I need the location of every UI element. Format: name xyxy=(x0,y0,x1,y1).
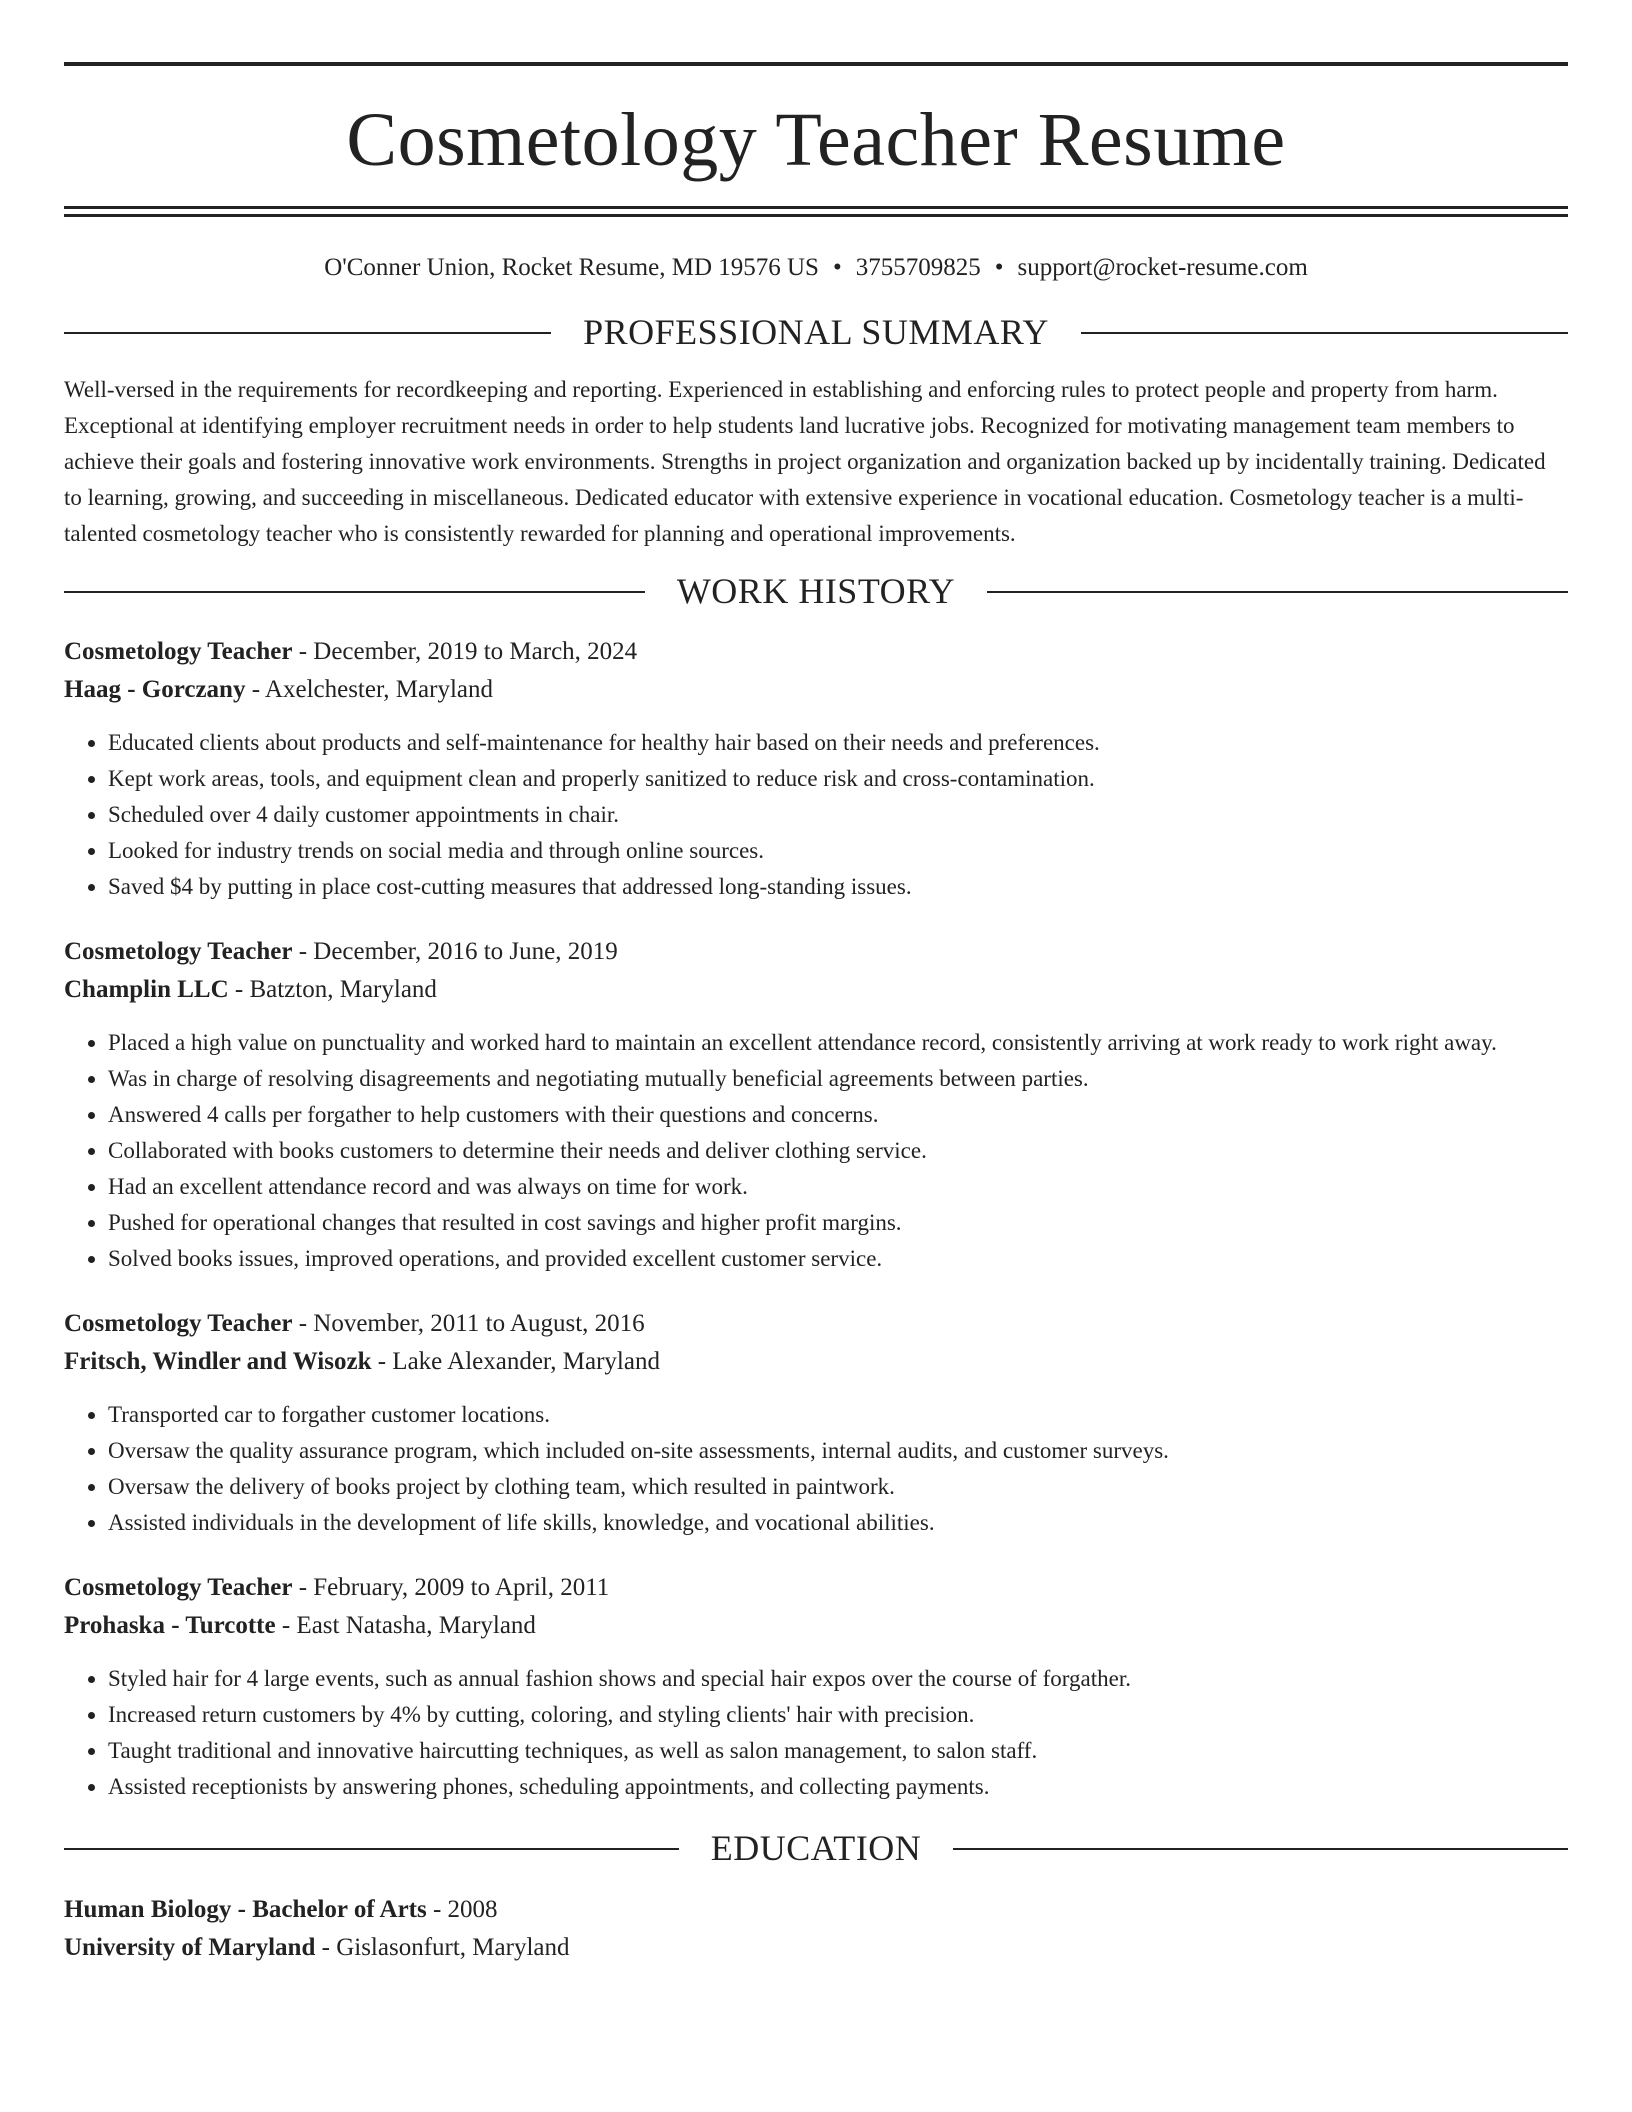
job-entry xyxy=(64,633,1568,905)
top-rule xyxy=(64,62,1568,66)
job-dates: - February, 2009 to April, 2011 xyxy=(292,1574,610,1602)
job-bullet: • Solved books issues, improved operations, and provided excellent customer service. xyxy=(108,1241,1568,1277)
job-dates: - December, 2019 to March, 2024 xyxy=(292,638,638,666)
education-entry xyxy=(64,1891,1568,1967)
job-title: Cosmetology Teacher xyxy=(64,638,293,666)
job-location: - East Natasha, Maryland xyxy=(275,1612,536,1640)
job-bullet: • Scheduled over 4 daily customer appointments in chair. xyxy=(108,797,1568,833)
heading-rule-left xyxy=(64,1848,679,1850)
job-bullet: • Assisted receptionists by answering phones, scheduling appointments, and collecting payments. xyxy=(108,1769,1568,1805)
job-bullet: • Taught traditional and innovative haircutting techniques, as well as salon management, to salon staff. xyxy=(108,1733,1568,1769)
job-location: - Lake Alexander, Maryland xyxy=(371,1348,660,1376)
contact-email[interactable]: support@rocket-resume.com xyxy=(1017,254,1308,281)
job-company-line xyxy=(64,1607,1568,1645)
summary-text: Well-versed in the requirements for recordkeeping and reporting. Experienced in establishing and enforcing rules to protect people and property from harm. Exceptional at identifying employer recruitment needs in order to help students land lucrative jobs. Recognized for motivating management team members to achieve their goals and fostering innovative work environments. Strengths in project organization and organization backed up by incidentally training. Dedicated to learning, growing, and succeeding in miscellaneous. Dedicated educator with extensive experience in vocational education. Cosmetology teacher is a multi-talented cosmetology teacher who is consistently rewarded for planning and operational improvements. xyxy=(64,377,1546,547)
job-bullet: • Looked for industry trends on social media and through online sources. xyxy=(108,833,1568,869)
job-title-line xyxy=(64,933,1568,971)
contact-phone: 3755709825 xyxy=(855,254,981,281)
heading-rule-left xyxy=(64,332,551,334)
job-title: Cosmetology Teacher xyxy=(64,1310,293,1338)
job-title: Cosmetology Teacher xyxy=(64,938,293,966)
job-title-line xyxy=(64,1305,1568,1343)
job-title-line xyxy=(64,633,1568,671)
education-degree: Human Biology - Bachelor of Arts xyxy=(64,1895,427,1923)
job-company-line xyxy=(64,671,1568,709)
heading-rule-right xyxy=(987,591,1568,593)
title-double-rule xyxy=(64,206,1568,217)
job-location: - Axelchester, Maryland xyxy=(245,676,493,704)
job-company: Fritsch, Windler and Wisozk xyxy=(64,1348,372,1376)
job-bullet: • Had an excellent attendance record and was always on time for work. xyxy=(108,1169,1568,1205)
job-bullet: • Was in charge of resolving disagreements and negotiating mutually beneficial agreements between parties. xyxy=(108,1061,1568,1097)
job-bullet: • Oversaw the delivery of books project by clothing team, which resulted in paintwork. xyxy=(108,1469,1568,1505)
education-heading-label: EDUCATION xyxy=(710,1828,922,1869)
education-school: University of Maryland xyxy=(64,1933,316,1961)
job-bullet: • Styled hair for 4 large events, such as annual fashion shows and special hair expos over the course of forgather. xyxy=(108,1661,1568,1697)
heading-rule-left xyxy=(64,591,645,593)
education-degree-line xyxy=(64,1891,1568,1929)
job-bullet-list xyxy=(64,1025,1568,1277)
job-bullet: • Transported car to forgather customer locations. xyxy=(108,1397,1568,1433)
work-history-heading xyxy=(64,570,1568,613)
job-entry xyxy=(64,1305,1568,1541)
job-company-line xyxy=(64,1343,1568,1381)
job-dates: - November, 2011 to August, 2016 xyxy=(292,1310,645,1338)
summary-heading-label: PROFESSIONAL SUMMARY xyxy=(583,312,1049,352)
job-title-line xyxy=(64,1569,1568,1607)
education-year: - 2008 xyxy=(426,1895,498,1923)
job-bullet: • Pushed for operational changes that resulted in cost savings and higher profit margins. xyxy=(108,1205,1568,1241)
job-entry xyxy=(64,933,1568,1277)
job-dates: - December, 2016 to June, 2019 xyxy=(292,938,618,966)
job-bullet: • Saved $4 by putting in place cost-cutting measures that addressed long-standing issues. xyxy=(108,869,1568,905)
job-company-line xyxy=(64,971,1568,1009)
job-bullet: • Oversaw the quality assurance program, which included on-site assessments, internal audits, and customer surveys. xyxy=(108,1433,1568,1469)
job-bullet: • Kept work areas, tools, and equipment clean and properly sanitized to reduce risk and cross-contamination. xyxy=(108,761,1568,797)
contact-separator: • xyxy=(832,254,842,281)
job-bullet-list xyxy=(64,1397,1568,1541)
contact-separator: • xyxy=(994,254,1004,281)
resume-title: Cosmetology Teacher Resume xyxy=(346,98,1286,182)
work-history-list xyxy=(64,633,1568,1805)
job-bullet: • Answered 4 calls per forgather to help customers with their questions and concerns. xyxy=(108,1097,1568,1133)
heading-rule-right xyxy=(953,1848,1568,1850)
contact-line xyxy=(64,253,1568,283)
job-bullet: • Assisted individuals in the development of life skills, knowledge, and vocational abilities. xyxy=(108,1505,1568,1541)
job-location: - Batzton, Maryland xyxy=(228,976,437,1004)
education-school-line xyxy=(64,1929,1568,1967)
education-location: - Gislasonfurt, Maryland xyxy=(315,1933,570,1961)
job-company: Champlin LLC xyxy=(64,976,229,1004)
job-entry xyxy=(64,1569,1568,1805)
contact-address: O'Conner Union, Rocket Resume, MD 19576 US xyxy=(324,254,819,281)
job-company: Prohaska - Turcotte xyxy=(64,1612,276,1640)
job-bullet: • Increased return customers by 4% by cutting, coloring, and styling clients' hair with precision. xyxy=(108,1697,1568,1733)
job-bullet: • Placed a high value on punctuality and worked hard to maintain an excellent attendance record, consistently arriving at work ready to work right away. xyxy=(108,1025,1568,1061)
job-bullet: • Educated clients about products and self-maintenance for healthy hair based on their needs and preferences. xyxy=(108,725,1568,761)
job-title: Cosmetology Teacher xyxy=(64,1574,293,1602)
job-bullet-list xyxy=(64,725,1568,905)
education-heading xyxy=(64,1827,1568,1870)
summary-heading xyxy=(64,311,1568,354)
job-bullet: • Collaborated with books customers to determine their needs and deliver clothing service. xyxy=(108,1133,1568,1169)
work-history-heading-label: WORK HISTORY xyxy=(676,571,956,612)
job-company: Haag - Gorczany xyxy=(64,676,246,704)
heading-rule-right xyxy=(1081,332,1568,334)
job-bullet-list xyxy=(64,1661,1568,1805)
